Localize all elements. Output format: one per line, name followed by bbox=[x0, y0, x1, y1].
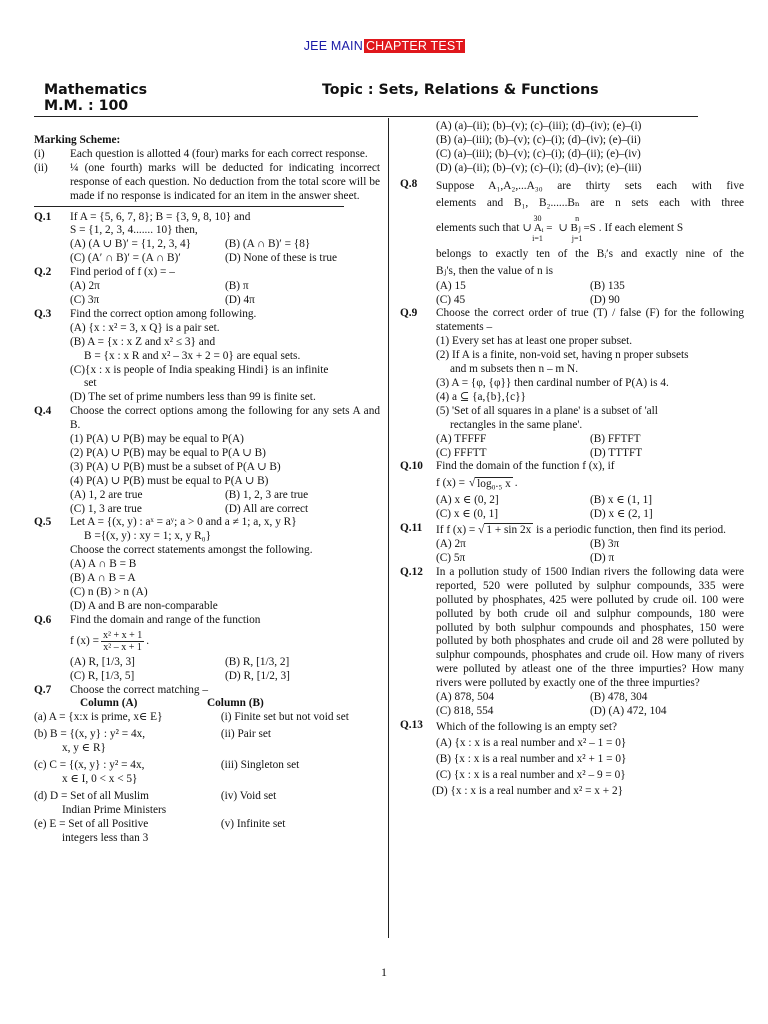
option-a: (A) {x : x² = 3, x Q} is a pair set. bbox=[70, 321, 220, 334]
question-number: Q.3 bbox=[34, 307, 52, 320]
function-expression bbox=[70, 628, 380, 656]
question-text: is a periodic function, then find its period. bbox=[533, 524, 726, 537]
statement-1: (1) P(A) ∪ P(B) may be equal to P(A) bbox=[70, 433, 244, 446]
option-a: (A) 2π bbox=[436, 538, 466, 551]
statement-5-continued: rectangles in the same plane'. bbox=[450, 418, 583, 431]
option-b: (B) 1, 2, 3 are true bbox=[225, 488, 309, 501]
option-c: (C) n (B) > n (A) bbox=[70, 586, 148, 598]
question-text: Find the correct option among following. bbox=[70, 307, 257, 320]
max-marks: M.M. : 100 bbox=[44, 98, 129, 114]
option-d: (D) π bbox=[590, 552, 615, 565]
option-d: (D) The set of prime numbers less than 99 is finite set. bbox=[70, 391, 316, 404]
question-text: Find the domain of the function f (x), if bbox=[436, 460, 615, 473]
question-10 bbox=[400, 460, 744, 522]
option-d: (D) (A) 472, 104 bbox=[590, 705, 667, 717]
question-number: Q.6 bbox=[34, 613, 52, 626]
marking-item bbox=[34, 148, 380, 162]
question-number: Q.12 bbox=[400, 565, 423, 578]
question-text bbox=[436, 212, 744, 246]
option-a: (A) A ∩ B = B bbox=[70, 558, 137, 571]
marking-item-text: ¼ (one fourth) marks will be deducted for indicating incorrect response of each question. No deduction from the total score will be made if no response is indicated for an item in the answer sheet. bbox=[70, 161, 380, 202]
option-b: (B) (A ∩ B)′ = {8} bbox=[225, 238, 311, 251]
question-3 bbox=[34, 308, 380, 405]
question-number: Q.4 bbox=[34, 405, 52, 418]
question-text: Choose the correct matching – bbox=[70, 683, 209, 696]
expression-tail: . bbox=[146, 634, 150, 647]
option-c: (C) (a)–(iii); (b)–(v); (c)–(i); (d)–(ii); (e)–(iv) bbox=[436, 147, 641, 160]
question-text bbox=[436, 522, 744, 538]
union-upper-limit: 30 bbox=[533, 214, 542, 224]
option-b-continued: B = {x : x R and x² – 3x + 2 = 0} are equal sets. bbox=[84, 349, 301, 362]
question-number: Q.7 bbox=[34, 683, 52, 696]
statement-3: (3) P(A) ∪ P(B) must be a subset of P(A ∪ B) bbox=[70, 460, 281, 473]
option-b: (B) R, [1/3, 2] bbox=[225, 655, 290, 668]
question-text: In a pollution study of 1500 Indian rivers the following data were reported, 520 were polluted by sulphur compounds, 335 were polluted by phosphates, 425 were polluted by crude oil. 100 were polluted by both crude oil and sulphur compounds, 180 were polluted by both sulphur compounds and phosphates, 150 were polluted by both phosphates and crude oil and 28 were polluted by sulphur compounds, phosphates and crude oil. How many of rivers were polluted by atleast one of the three impurties? How many rivers were polluted by exactly one of the three impurties? bbox=[436, 565, 744, 690]
option-b: (B) 478, 304 bbox=[590, 691, 648, 704]
fx-label: f (x) = bbox=[70, 634, 99, 647]
match-left: (e) E = Set of all Positive bbox=[34, 817, 149, 830]
question-2 bbox=[34, 266, 380, 308]
question-text: S = {1, 2, 3, 4....... 10} then, bbox=[70, 224, 198, 237]
option-a: (A) 878, 504 bbox=[436, 691, 495, 704]
column-b-header: Column (B) bbox=[207, 697, 264, 710]
statement-5: (5) 'Set of all squares in a plane' is a subset of 'all bbox=[436, 404, 658, 417]
question-9 bbox=[400, 307, 744, 460]
statement-2: (2) If A is a finite, non-void set, having n proper subsets bbox=[436, 349, 689, 362]
union-operator bbox=[522, 214, 552, 243]
option-c: (C) FFFTT bbox=[436, 446, 487, 459]
option-b: (B) {x : x is a real number and x² + 1 = 0} bbox=[436, 752, 627, 765]
question-number: Q.5 bbox=[34, 516, 52, 529]
question-number: Q.9 bbox=[400, 307, 418, 320]
question-text: Choose the correct options among the following for any sets A and B. bbox=[70, 405, 380, 432]
question-number: Q.13 bbox=[400, 718, 423, 731]
statement-4: (4) P(A) ∪ P(B) must be equal to P(A ∪ B) bbox=[70, 474, 269, 487]
marking-item-num: (i) bbox=[34, 147, 45, 160]
question-text: elements and B₁, B₂......Bₙ are n sets each with three bbox=[436, 196, 744, 209]
question-text: B ={(x, y) : xy = 1; x, y R₀} bbox=[84, 530, 212, 543]
question-text: Find the domain and range of the function bbox=[70, 613, 261, 626]
sqrt-icon: √ bbox=[478, 524, 485, 537]
question-number: Q.11 bbox=[400, 522, 423, 535]
option-d: (D) 90 bbox=[590, 293, 620, 306]
match-left: (c) C = {(x, y} : y² = 4x, bbox=[34, 759, 145, 772]
statement-3: (3) A = {φ, {φ}} then cardinal number of P(A) is 4. bbox=[436, 376, 669, 389]
marking-item bbox=[34, 162, 380, 204]
subject-title: Mathematics bbox=[44, 82, 148, 98]
question-text: Find period of f (x) = – bbox=[70, 266, 175, 279]
option-c: (C) x ∈ (0, 1] bbox=[436, 508, 499, 521]
match-left-continued: x, y ∈ R} bbox=[62, 742, 106, 755]
question-text: elements such that bbox=[436, 222, 520, 235]
matching-row bbox=[34, 711, 380, 725]
option-c: (C) 3π bbox=[70, 293, 100, 306]
fraction-numerator: x² + x + 1 bbox=[102, 630, 143, 642]
page-number: 1 bbox=[381, 965, 387, 979]
question-4 bbox=[34, 405, 380, 516]
option-c: (C) 45 bbox=[436, 293, 466, 306]
option-d: (D) {x : x is a real number and x² = x + 2} bbox=[432, 784, 624, 797]
option-d: (D) x ∈ (2, 1] bbox=[590, 508, 653, 521]
option-c: (C) 1, 3 are true bbox=[70, 502, 142, 515]
fx-label: f (x) = bbox=[436, 477, 465, 490]
expression-tail: . bbox=[514, 477, 518, 490]
option-d: (D) All are correct bbox=[225, 502, 309, 515]
matching-row bbox=[34, 818, 380, 832]
column-divider bbox=[388, 118, 389, 938]
right-column bbox=[400, 120, 744, 799]
question-number: Q.10 bbox=[400, 460, 423, 473]
option-d: (D) A and B are non-comparable bbox=[70, 599, 218, 612]
option-a: (A) (a)–(ii); (b)–(v); (c)–(iii); (d)–(iv); (e)–(i) bbox=[436, 120, 642, 132]
question-13 bbox=[400, 719, 744, 799]
option-c: (C) (A′ ∩ B)′ = (A ∩ B)′ bbox=[70, 252, 181, 265]
matching-header bbox=[34, 697, 380, 711]
question-text: Bⱼ's, then the value of n is bbox=[436, 264, 554, 277]
question-text: Choose the correct order of true (T) / false (F) for the following statements – bbox=[436, 307, 744, 334]
match-right: (iv) Void set bbox=[220, 789, 277, 802]
matching-row bbox=[34, 790, 380, 804]
match-right: (v) Infinite set bbox=[220, 817, 286, 830]
question-text: If f (x) = bbox=[436, 524, 476, 537]
match-right: (iii) Singleton set bbox=[220, 759, 300, 772]
question-number: Q.8 bbox=[400, 177, 418, 190]
option-c: (C) {x : x is a real number and x² – 9 = 0} bbox=[436, 768, 626, 781]
option-a: (A) R, [1/3, 3] bbox=[70, 655, 135, 668]
option-a: (A) 1, 2 are true bbox=[70, 488, 143, 501]
option-c: (C) R, [1/3, 5] bbox=[70, 669, 135, 682]
option-b: (B) 135 bbox=[590, 279, 625, 292]
sqrt-radicand: log₀.₅ x bbox=[477, 477, 511, 490]
marking-item-text: Each question is allotted 4 (four) marks for each correct response. bbox=[70, 147, 368, 160]
marking-scheme-title: Marking Scheme: bbox=[34, 134, 121, 146]
question-6 bbox=[34, 614, 380, 684]
option-b: (B) 3π bbox=[590, 538, 620, 551]
option-c: (C) 5π bbox=[436, 552, 466, 565]
banner-jee-main: JEE MAIN bbox=[303, 39, 363, 53]
question-7 bbox=[34, 684, 380, 698]
union-body: ∪ Bⱼ =S bbox=[558, 222, 596, 235]
match-right: (i) Finite set but not void set bbox=[220, 711, 349, 724]
question-text: If A = {5, 6, 7, 8}; B = {3, 9, 8, 10} and bbox=[70, 210, 251, 223]
option-a: (A) {x : x is a real number and x² – 1 = 0} bbox=[436, 736, 627, 749]
question-text: belongs to exactly ten of the Bᵢ′s and exactly nine of the bbox=[436, 247, 744, 260]
option-b: (B) x ∈ (1, 1] bbox=[590, 494, 653, 507]
left-column bbox=[34, 120, 380, 846]
question-text: Let A = {(x, y) : aˣ = aʸ; a > 0 and a ≠ 1; a, x, y R} bbox=[70, 516, 297, 529]
question-text: . If each element S bbox=[598, 222, 684, 235]
option-d: (D) R, [1/2, 3] bbox=[225, 669, 290, 682]
q7-options bbox=[400, 120, 744, 176]
match-left: (d) D = Set of all Muslim bbox=[34, 789, 149, 802]
option-d: (D) 4π bbox=[225, 293, 255, 306]
question-12 bbox=[400, 566, 744, 719]
union-body: ∪ Aᵢ = bbox=[522, 222, 553, 235]
option-d: (D) None of these is true bbox=[225, 252, 337, 265]
match-left: (b) B = {(x, y} : y² = 4x, bbox=[34, 728, 146, 741]
column-a-header: Column (A) bbox=[80, 697, 138, 710]
sqrt-icon: √ bbox=[468, 477, 476, 490]
question-text: Suppose A₁,A₂,...A₃₀ are thirty sets each with five bbox=[436, 179, 744, 192]
function-expression bbox=[436, 474, 744, 494]
option-b: (B) A ∩ B = A bbox=[70, 572, 136, 585]
option-b: (B) (a)–(iii); (b)–(v); (c)–(i); (d)–(iv); (e)–(ii) bbox=[436, 133, 641, 146]
option-d: (D) (a)–(ii); (b)–(v); (c)–(i); (d)–(iv); (e)–(iii) bbox=[436, 161, 642, 174]
header-rule bbox=[34, 116, 698, 117]
question-1 bbox=[34, 211, 380, 267]
option-b: (B) A = {x : x Z and x² ≤ 3} and bbox=[70, 335, 216, 348]
option-a: (A) (A ∪ B)′ = {1, 2, 3, 4} bbox=[70, 238, 192, 251]
option-b: (B) FFTFT bbox=[590, 432, 641, 445]
sqrt-radicand: 1 + sin 2x bbox=[486, 524, 532, 537]
fraction bbox=[101, 630, 144, 653]
question-number: Q.1 bbox=[34, 210, 52, 223]
question-5 bbox=[34, 516, 380, 613]
question-text: Which of the following is an empty set? bbox=[436, 720, 618, 733]
option-b: (B) π bbox=[225, 280, 249, 293]
union-upper-limit: n bbox=[575, 214, 580, 224]
statement-2: (2) P(A) ∪ P(B) may be equal to P(A ∪ B) bbox=[70, 446, 266, 459]
matching-row bbox=[34, 728, 380, 742]
topic-title: Topic : Sets, Relations & Functions bbox=[322, 82, 599, 98]
option-a: (A) TFFFF bbox=[436, 432, 487, 445]
statement-1: (1) Every set has at least one proper subset. bbox=[436, 335, 633, 348]
question-text: Choose the correct statements amongst the following. bbox=[70, 544, 313, 557]
union-lower-limit: i=1 bbox=[532, 234, 543, 244]
question-number: Q.2 bbox=[34, 266, 52, 279]
match-right: (ii) Pair set bbox=[220, 728, 272, 741]
exam-banner bbox=[0, 39, 768, 53]
option-a: (A) x ∈ (0, 2] bbox=[436, 494, 499, 507]
marking-item-num: (ii) bbox=[34, 161, 48, 174]
banner-chapter-test: CHAPTER TEST bbox=[365, 39, 464, 53]
marking-rule bbox=[34, 206, 344, 207]
option-d: (D) TTTFT bbox=[590, 446, 643, 459]
question-8 bbox=[400, 178, 744, 280]
match-left-continued: Indian Prime Ministers bbox=[62, 803, 167, 816]
question-11 bbox=[400, 522, 744, 566]
matching-row bbox=[34, 759, 380, 773]
statement-4: (4) a ⊆ {a,{b},{c}} bbox=[436, 390, 526, 403]
match-left-continued: x ∈ I, 0 < x < 5} bbox=[62, 772, 138, 785]
match-left-continued: integers less than 3 bbox=[62, 831, 149, 844]
option-c-continued: set bbox=[84, 377, 97, 390]
option-a: (A) 2π bbox=[70, 280, 100, 293]
union-lower-limit: j=1 bbox=[571, 234, 583, 244]
option-c: (C){x : x is people of India speaking Hindi} is an infinite bbox=[70, 363, 329, 376]
statement-2-continued: and m subsets then n – m N. bbox=[450, 363, 579, 376]
union-operator bbox=[559, 214, 596, 243]
option-c: (C) 818, 554 bbox=[436, 705, 494, 717]
fraction-denominator: x² – x + 1 bbox=[103, 642, 142, 654]
match-left: (a) A = {x:x is prime, x∈ E} bbox=[34, 711, 163, 724]
option-a: (A) 15 bbox=[436, 279, 466, 292]
